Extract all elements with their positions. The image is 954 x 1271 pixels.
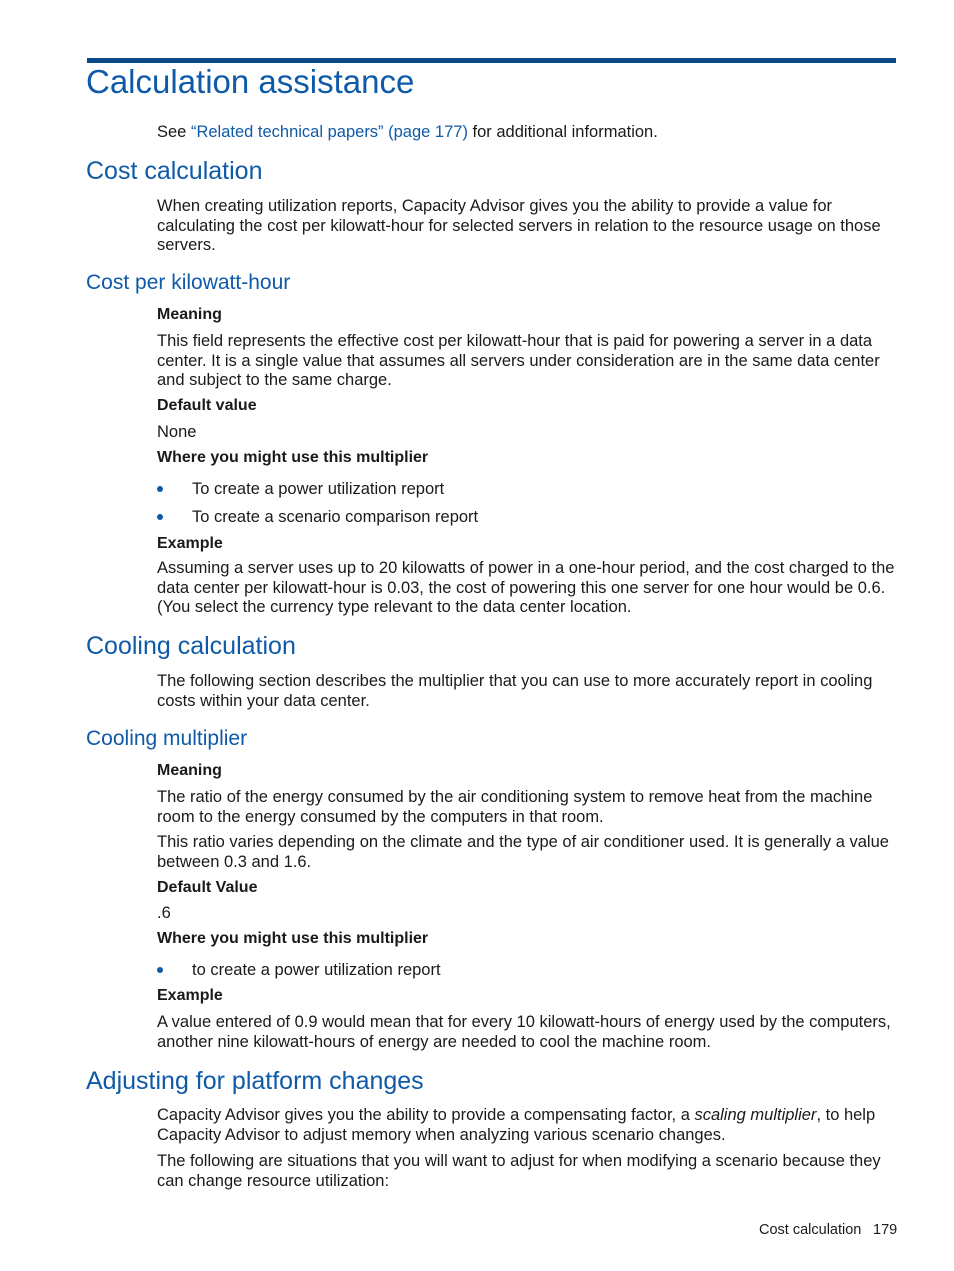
kwh-where-label: Where you might use this multiplier	[157, 449, 429, 466]
intro-paragraph	[157, 123, 899, 143]
kwh-default-text: None	[157, 423, 197, 441]
cooling-meaning-text-1: The ratio of the energy consumed by the air conditioning system to remove heat from the machine room to the energy consumed by the computers in that room.	[157, 788, 873, 826]
cooling-default-label: Default Value	[157, 879, 258, 896]
bullet-icon	[157, 486, 163, 492]
kwh-example-label: Example	[157, 535, 223, 552]
cost-per-kwh-heading: Cost per kilowatt-hour	[86, 271, 291, 294]
p1-after: , to help Capacity Advisor to adjust memory when analyzing various scenario changes.	[157, 1106, 876, 1144]
p1-before: Capacity Advisor gives you the ability to provide a compensating factor, a	[157, 1106, 695, 1124]
list-item-text: To create a power utilization report	[192, 480, 445, 498]
platform-changes-paragraph-2: The following are situations that you will want to adjust for when modifying a scenario because they can change resource utilization:	[157, 1152, 881, 1190]
scaling-multiplier-term: scaling multiplier	[694, 1106, 817, 1124]
footer-section-title: Cost calculation	[759, 1222, 862, 1238]
cost-calculation-body: When creating utilization reports, Capacity Advisor gives you the ability to provide a value for calculating the cost per kilowatt-hour for selected servers in relation to the resource usage on those servers.	[157, 197, 881, 254]
list-item-text: To create a scenario comparison report	[192, 508, 479, 526]
kwh-example-text: Assuming a server uses up to 20 kilowatts of power in a one-hour period, and the cost charged to the data center per kilowatt-hour is 0.03, the cost of powering this one server for one hour would be 0.6. (You select the currency type relevant to the data center location.	[157, 559, 895, 616]
cooling-default-text: .6	[157, 904, 171, 922]
kwh-meaning-label: Meaning	[157, 306, 222, 323]
cooling-example-text: A value entered of 0.9 would mean that for every 10 kilowatt-hours of energy used by the computers, another nine kilowatt-hours of energy are needed to cool the machine room.	[157, 1013, 891, 1051]
cooling-calculation-body: The following section describes the multiplier that you can use to more accurately report in cooling costs within your data center.	[157, 672, 873, 710]
cooling-calculation-heading: Cooling calculation	[86, 632, 296, 660]
related-papers-link[interactable]: “Related technical papers” (page 177)	[190, 123, 468, 141]
bullet-icon	[157, 514, 163, 520]
cooling-example-label: Example	[157, 987, 223, 1004]
kwh-meaning-text: This field represents the effective cost per kilowatt-hour that is paid for powering a server in a data center. It is a single value that assumes all servers under consideration are in the same data center and subject to the same charge.	[157, 332, 880, 389]
platform-changes-paragraph-1	[157, 1106, 899, 1145]
list-item-text: to create a power utilization report	[192, 961, 441, 979]
cooling-where-label: Where you might use this multiplier	[157, 930, 429, 947]
intro-prefix: See	[157, 123, 191, 141]
intro-suffix: for additional information.	[467, 123, 658, 141]
cost-calculation-heading: Cost calculation	[86, 157, 263, 185]
kwh-default-label: Default value	[157, 397, 257, 414]
bullet-icon	[157, 967, 163, 973]
page-title: Calculation assistance	[86, 63, 415, 100]
page-number: 179	[873, 1222, 898, 1238]
cooling-meaning-label: Meaning	[157, 762, 222, 779]
platform-changes-heading: Adjusting for platform changes	[86, 1067, 424, 1095]
cooling-meaning-text-2: This ratio varies depending on the climate and the type of air conditioner used. It is generally a value between 0.3 and 1.6.	[157, 833, 889, 871]
cooling-multiplier-heading: Cooling multiplier	[86, 727, 248, 750]
